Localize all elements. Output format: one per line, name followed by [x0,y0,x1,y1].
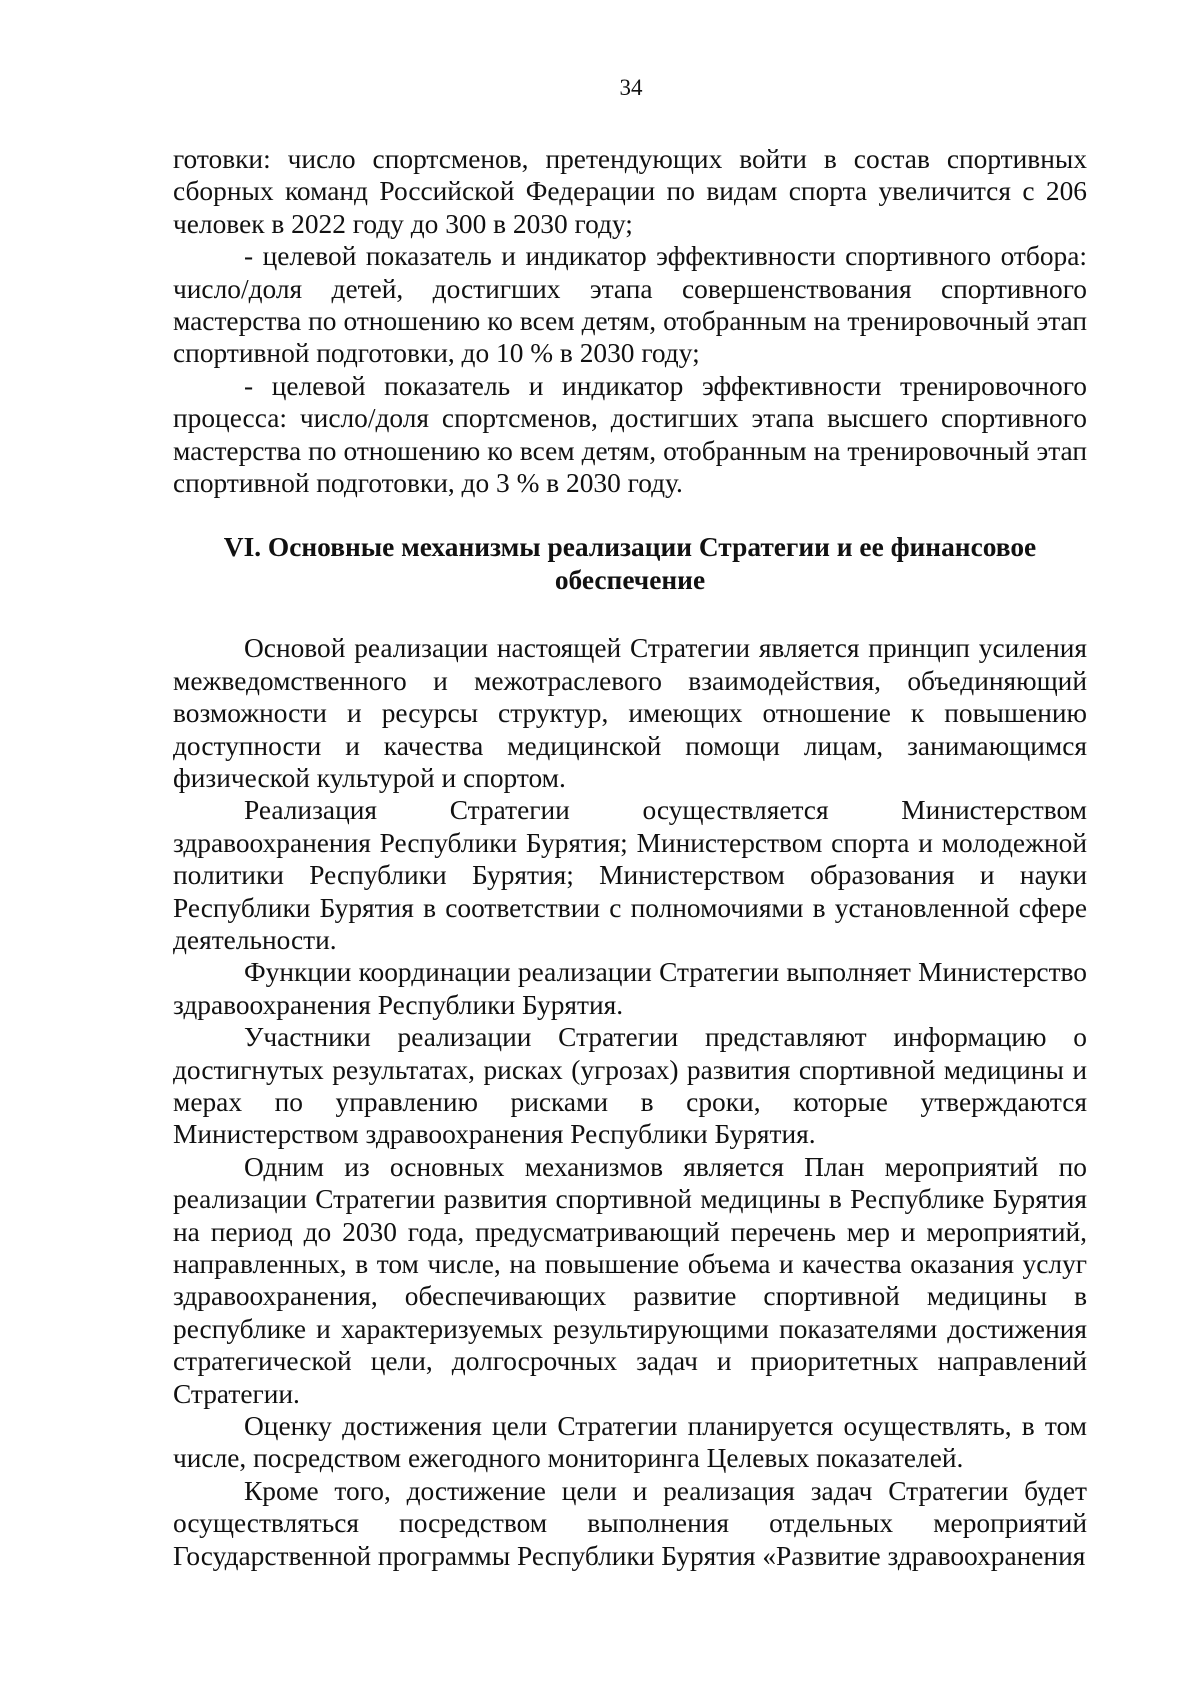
paragraph: Участники реализации Стратегии представляют информацию о достигнутых результатах, рисках (угрозах) развития спортивной медицины и мерах по управлению рисками в сроки, которые утверждаются Министерством здравоохранения Республики Бурятия. [173,1022,1087,1150]
paragraph: Функции координации реализации Стратегии выполняет Министерство здравоохранения Республики Бурятия. [173,957,1087,1020]
paragraph: Основой реализации настоящей Стратегии является принцип усиления межведомственного и межотраслевого взаимодействия, объединяющий возможности и ресурсы структур, имеющих отношение к повышению доступности и качества медицинской помощи лицам, занимающимся физической культурой и спортом. [173,633,1087,793]
paragraph: Одним из основных механизмов является План мероприятий по реализации Стратегии развития спортивной медицины в Республике Бурятия на период до 2030 года, предусматривающий перечень мер и мероприятий, направленных, в том числе, на повышение объема и качества оказания услуг здравоохранения, обеспечивающих развитие спортивной медицины в республике и характеризуемых результирующими показателями достижения стратегической цели, долгосрочных задач и приоритетных направлений Стратегии. [173,1151,1087,1409]
paragraph: Кроме того, достижение цели и реализация задач Стратегии будет осуществляться посредством выполнения отдельных мероприятий Государственной программы Республики Бурятия «Развитие здравоохранения [173,1475,1087,1571]
page-body [173,143,1087,1572]
page-number: 34 [619,75,643,100]
paragraph: готовки: число спортсменов, претендующих войти в состав спортивных сборных команд Российской Федерации по видам спорта увеличится с 206 человек в 2022 году до 300 в 2030 году; [173,144,1087,239]
list-item: - целевой показатель и индикатор эффективности тренировочного процесса: число/доля спортсменов, достигших этапа высшего спортивного мастерства по отношению ко всем детям, отобранным на тренировочный этап спортивной подготовки, до 3 % в 2030 году. [173,370,1087,499]
section-heading: VI. Основные механизмы реализации Стратегии и ее финансовое обеспечение [223,532,1037,595]
paragraph: Оценку достижения цели Стратегии планируется осуществлять, в том числе, посредством ежегодного мониторинга Целевых показателей. [173,1411,1087,1474]
paragraph: Реализация Стратегии осуществляется Министерством здравоохранения Республики Бурятия; Министерством спорта и молодежной политики Республики Бурятия; Министерством образования и науки Республики Бурятия в соответствии с полномочиями в установленной сфере деятельности. [173,795,1087,955]
list-item: - целевой показатель и индикатор эффективности спортивного отбора: число/доля детей, достигших этапа совершенствования спортивного мастерства по отношению ко всем детям, отобранным на тренировочный этап спортивной подготовки, до 10 % в 2030 году; [173,241,1087,369]
